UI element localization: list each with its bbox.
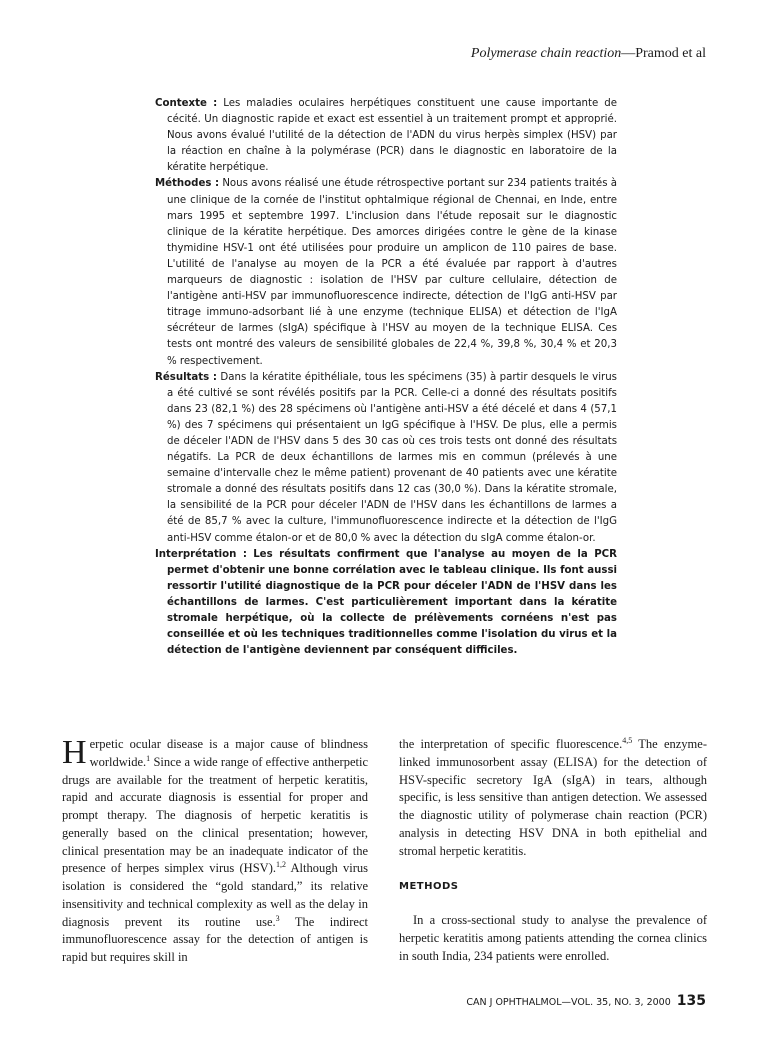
reference-4: 4,5 <box>622 735 633 745</box>
running-header-authors: —Pramod et al <box>621 46 706 61</box>
page-footer <box>466 993 706 1009</box>
abstract-resultats <box>155 370 617 547</box>
methodes-text: Nous avons réalisé une étude rétrospective portant sur 234 patients traités à une clinique de la cornée de l'institut ophtalmique régional de Chennai, en Inde, entre mars 1995 et septembre 1997. L'inclusion dans l'étude reposait sur le diagnostic clinique de la kératite herpétique. Des amorces dirigées contre le gène de la kinase thymidine HSV-1 ont été utilisées pour produire un amplicon de 110 paires de base. L'utilité de l'analyse au moyen de la PCR a été évaluée par rapport à d'autres marqueurs de diagnostic : isolation de l'HSV par culture cellulaire, détection de l'antigène anti-HSV par immunofluorescence indirecte, détection de l'IgG anti-HSV par titrage immuno-adsorbant lié à une enzyme (technique ELISA) et détection de l'IgA sécréteur de larmes (sIgA) spécifique à l'HSV au moyen de la technique ELISA. Ces tests ont montré des valeurs de sensibilité globales de 22,4 %, 39,8 %, 30,4 % et 20,3 % respectivement. <box>167 178 617 367</box>
methodes-label: Méthodes : <box>155 178 220 190</box>
journal-citation: CAN J OPHTHALMOL—VOL. 35, NO. 3, 2000 <box>466 997 671 1008</box>
intro-text-4: The indirect immunofluorescence assay for the detection of antigen is rapid but requires skill in <box>62 914 368 964</box>
body-column-right <box>399 736 707 965</box>
body-column-left <box>62 736 368 967</box>
contexte-label: Contexte : <box>155 98 218 109</box>
intro-paragraph-continued <box>399 736 707 860</box>
resultats-text: Dans la kératite épithéliale, tous les spécimens (35) à partir desquels le virus a été cultivé se sont révélés positifs par la PCR. Celle-ci a donné des résultats positifs dans 23 (82,1 %) des 28 spécimens où l'antigène anti-HSV a été décelé et dans 4 (57,1 %) des 7 spécimens qui présentaient un IgG spécifique à l'HSV. De plus, elle a permis de déceler l'ADN de l'HSV dans 5 des 30 cas où ces trois tests ont donné des résultats négatifs. La PCR de deux échantillons de larmes mis en commun (prélevés à une semaine d'intervalle chez le même patient) provenant de 40 patients avec une kératite stromale a donné des résultats positifs dans 12 cas (30,0 %). Dans la kératite stromale, la sensibilité de la PCR pour déceler l'ADN de l'HSV dans les échantillons de larmes a été de 85,7 % avec la culture, l'immunofluorescence indirecte et la détection de l'IgG anti-HSV comme étalon-or et de 80,0 % avec la détection du sIgA comme étalon-or. <box>167 371 617 544</box>
abstract-contexte <box>155 96 617 176</box>
reference-2: 1,2 <box>275 860 286 870</box>
intro-text-3: Although virus isolation is considered the “gold standard,” its relative insensitivity and technical complexity as well as the delay in diagnosis prevent its routine use. <box>62 861 368 929</box>
interpretation-label: Interprétation : <box>155 548 247 560</box>
interpretation-text: Les résultats confirment que l'analyse au moyen de la PCR permet d'obtenir une bonne corrélation avec le tableau clinique. Ils font aussi ressortir l'utilité diagnostique de la PCR pour déceler l'ADN de l'HSV dans les échantillons de larmes. C'est particulièrement important dans la kératite stromale herpétique, où la collecte de prélèvements cornéens n'est pas conseillée et où les techniques traditionnelles comme l'isolation du virus et la détection de l'antigène deviennent par conséquent difficiles. <box>167 548 617 657</box>
resultats-label: Résultats : <box>155 371 218 383</box>
intro-text-5: The enzyme-linked immunosorbent assay (ELISA) for the detection of HSV-specific secretory IgA (sIgA) in tears, although specific, is less sensitive than antigen detection. We assessed the diagnostic utility of polymerase chain reaction (PCR) analysis in detecting HSV DNA in both epithelial and stromal herpetic keratitis. <box>399 737 707 858</box>
abstract-interpretation <box>155 547 617 660</box>
methods-heading: METHODS <box>399 881 459 893</box>
intro-paragraph <box>62 736 368 967</box>
page-number: 135 <box>676 993 706 1009</box>
drop-cap: H <box>62 734 87 771</box>
running-header-title: Polymerase chain reaction <box>470 46 622 61</box>
reference-3: 3 <box>275 913 280 923</box>
french-abstract <box>155 96 617 659</box>
methods-paragraph: In a cross-sectional study to analyse the prevalence of herpetic keratitis among patients attending the cornea clinics in south India, 234 patients were enrolled. <box>399 913 707 963</box>
abstract-methodes <box>155 176 617 369</box>
reference-1: 1 <box>146 753 151 763</box>
running-header <box>471 46 706 62</box>
intro-text-4-cont: the interpretation of specific fluorescence. <box>399 737 623 751</box>
contexte-text: Les maladies oculaires herpétiques constituent une cause importante de cécité. Un diagnostic rapide et exact est essentiel à un traitement prompt et approprié. Nous avons évalué l'utilité de la détection de l'ADN du virus herpès simplex (HSV) par la réaction en chaîne à la polymérase (PCR) dans le diagnostic en laboratoire de la kératite herpétique. <box>167 98 618 174</box>
intro-text-1: erpetic ocular disease is a major cause of blindness worldwide. <box>89 737 368 769</box>
intro-text-2: Since a wide range of effective antherpetic drugs are available for the treatment of herpetic keratitis, rapid and accurate diagnosis is essential for proper and prompt therapy. The diagnosis of herpetic keratitis is generally based on the clinical presentation; however, clinical presentation may be an inadequate indicator of the presence of herpes simplex virus (HSV). <box>62 754 368 876</box>
